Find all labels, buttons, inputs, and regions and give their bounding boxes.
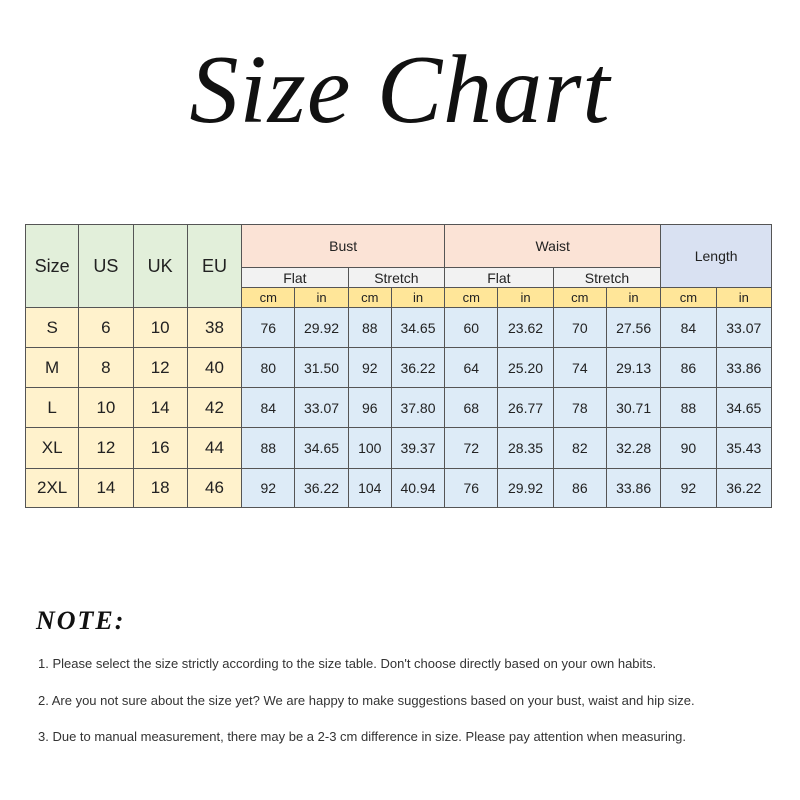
cell-uk: 10 — [133, 308, 187, 348]
cell-bust-flat-in: 36.22 — [295, 469, 348, 508]
cell-eu: 46 — [187, 469, 241, 508]
note-item: 2. Are you not sure about the size yet? We are happy to make suggestions based on your bust, waist and hip size. — [38, 693, 695, 708]
unit-cm: cm — [348, 288, 391, 308]
cell-bust-stretch-cm: 96 — [348, 388, 391, 428]
cell-bust-flat-cm: 88 — [242, 428, 295, 469]
unit-in: in — [498, 288, 553, 308]
cell-us: 12 — [79, 428, 133, 469]
header-waist-flat: Flat — [445, 268, 554, 288]
cell-bust-stretch-in: 40.94 — [391, 469, 444, 508]
cell-length-cm: 84 — [661, 308, 716, 348]
note-item: 1. Please select the size strictly according to the size table. Don't choose directly based on your own habits. — [38, 656, 657, 671]
unit-cm: cm — [553, 288, 606, 308]
cell-waist-stretch-in: 30.71 — [606, 388, 660, 428]
unit-in: in — [295, 288, 348, 308]
cell-size: XL — [26, 428, 79, 469]
cell-bust-flat-in: 29.92 — [295, 308, 348, 348]
cell-bust-flat-cm: 92 — [242, 469, 295, 508]
cell-bust-stretch-cm: 92 — [348, 348, 391, 388]
cell-size: M — [26, 348, 79, 388]
cell-length-cm: 92 — [661, 469, 716, 508]
cell-waist-flat-cm: 60 — [445, 308, 498, 348]
header-size: Size — [26, 225, 79, 308]
cell-waist-flat-cm: 64 — [445, 348, 498, 388]
header-us: US — [79, 225, 133, 308]
cell-bust-stretch-cm: 100 — [348, 428, 391, 469]
unit-cm: cm — [242, 288, 295, 308]
cell-waist-stretch-cm: 86 — [553, 469, 606, 508]
cell-waist-flat-in: 28.35 — [498, 428, 553, 469]
cell-waist-flat-in: 23.62 — [498, 308, 553, 348]
cell-waist-flat-cm: 68 — [445, 388, 498, 428]
cell-waist-stretch-cm: 82 — [553, 428, 606, 469]
cell-length-in: 36.22 — [716, 469, 771, 508]
cell-length-cm: 88 — [661, 388, 716, 428]
header-waist-stretch: Stretch — [553, 268, 661, 288]
unit-cm: cm — [661, 288, 716, 308]
cell-bust-flat-in: 34.65 — [295, 428, 348, 469]
cell-bust-flat-in: 33.07 — [295, 388, 348, 428]
cell-uk: 14 — [133, 388, 187, 428]
header-row-groups — [26, 225, 772, 268]
cell-waist-flat-in: 26.77 — [498, 388, 553, 428]
cell-us: 10 — [79, 388, 133, 428]
cell-bust-stretch-cm: 88 — [348, 308, 391, 348]
cell-length-in: 33.86 — [716, 348, 771, 388]
note-heading: NOTE: — [36, 606, 126, 635]
cell-waist-flat-cm: 72 — [445, 428, 498, 469]
header-bust-flat: Flat — [242, 268, 349, 288]
cell-eu: 40 — [187, 348, 241, 388]
unit-in: in — [606, 288, 660, 308]
cell-size: S — [26, 308, 79, 348]
header-waist: Waist — [445, 225, 661, 268]
cell-eu: 44 — [187, 428, 241, 469]
cell-bust-stretch-in: 36.22 — [391, 348, 444, 388]
cell-eu: 42 — [187, 388, 241, 428]
cell-waist-stretch-in: 29.13 — [606, 348, 660, 388]
cell-us: 6 — [79, 308, 133, 348]
cell-size: 2XL — [26, 469, 79, 508]
header-uk: UK — [133, 225, 187, 308]
cell-waist-flat-cm: 76 — [445, 469, 498, 508]
unit-cm: cm — [445, 288, 498, 308]
cell-waist-stretch-cm: 78 — [553, 388, 606, 428]
cell-bust-stretch-cm: 104 — [348, 469, 391, 508]
size-table — [25, 224, 772, 508]
cell-bust-flat-in: 31.50 — [295, 348, 348, 388]
table-row — [26, 308, 772, 348]
cell-waist-stretch-cm: 70 — [553, 308, 606, 348]
cell-waist-flat-in: 25.20 — [498, 348, 553, 388]
cell-waist-stretch-in: 27.56 — [606, 308, 660, 348]
cell-bust-stretch-in: 37.80 — [391, 388, 444, 428]
unit-in: in — [716, 288, 771, 308]
header-length: Length — [661, 225, 772, 288]
cell-length-in: 34.65 — [716, 388, 771, 428]
cell-waist-stretch-in: 33.86 — [606, 469, 660, 508]
cell-us: 14 — [79, 469, 133, 508]
cell-waist-stretch-cm: 74 — [553, 348, 606, 388]
cell-uk: 18 — [133, 469, 187, 508]
page-title: Size Chart — [189, 36, 611, 144]
header-eu: EU — [187, 225, 241, 308]
cell-length-in: 35.43 — [716, 428, 771, 469]
cell-bust-flat-cm: 84 — [242, 388, 295, 428]
table-row — [26, 388, 772, 428]
cell-size: L — [26, 388, 79, 428]
table-row — [26, 469, 772, 508]
cell-bust-stretch-in: 39.37 — [391, 428, 444, 469]
table-row — [26, 428, 772, 469]
cell-length-cm: 86 — [661, 348, 716, 388]
cell-waist-flat-in: 29.92 — [498, 469, 553, 508]
cell-length-cm: 90 — [661, 428, 716, 469]
cell-length-in: 33.07 — [716, 308, 771, 348]
cell-uk: 12 — [133, 348, 187, 388]
cell-uk: 16 — [133, 428, 187, 469]
cell-waist-stretch-in: 32.28 — [606, 428, 660, 469]
cell-us: 8 — [79, 348, 133, 388]
header-bust: Bust — [242, 225, 445, 268]
cell-bust-stretch-in: 34.65 — [391, 308, 444, 348]
size-rows — [26, 308, 772, 508]
header-bust-stretch: Stretch — [348, 268, 445, 288]
cell-bust-flat-cm: 80 — [242, 348, 295, 388]
unit-in: in — [391, 288, 444, 308]
cell-bust-flat-cm: 76 — [242, 308, 295, 348]
table-row — [26, 348, 772, 388]
note-item: 3. Due to manual measurement, there may be a 2-3 cm difference in size. Please pay attention when measuring. — [38, 729, 686, 744]
cell-eu: 38 — [187, 308, 241, 348]
